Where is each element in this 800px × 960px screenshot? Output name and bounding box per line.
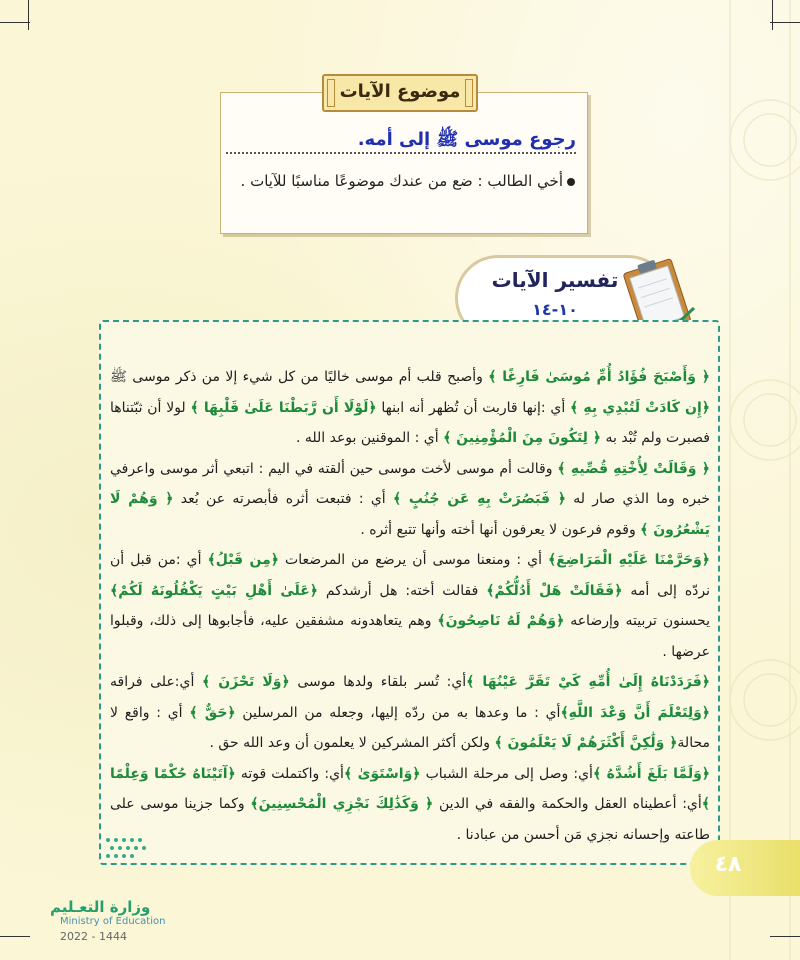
- explanation-text: فقالت أخته: هل أرشدكم: [318, 582, 487, 599]
- crop-mark: [772, 0, 773, 30]
- tafsir-paragraph: [110, 362, 710, 454]
- explanation-text: أي : واقع لا محالة: [110, 704, 710, 751]
- explanation-text: وقالت أم موسى لأخت موسى حين ألقته في اليم : اتبعي أثر موسى واعرفي خبره وما الذي صار له: [110, 460, 710, 507]
- explanation-text: وكما جزينا موسى على طاعته وإحسانه نجزي مَن أحسن من عبادنا .: [110, 796, 710, 843]
- quran-verse: ﴿وَلَمَّا بَلَغَ أَشُدَّهُ ﴾: [592, 765, 710, 782]
- topic-answer: رجوع موسى ﷺ إلى أمه.: [352, 130, 576, 150]
- quran-verse: ﴿ وَكَذَٰلِكَ نَجْزِي الْمُحْسِنِينَ﴾: [250, 796, 434, 812]
- explanation-text: وقوم فرعون لا يعرفون أنها أخته وأنها تتبع أثره .: [360, 521, 641, 538]
- topic-instruction: [230, 172, 575, 190]
- explanation-text: أي: واكتملت قوته: [235, 765, 344, 782]
- quran-verse: ﴿حَقٌّ ﴾: [189, 704, 236, 721]
- quran-verse: ﴿فَقَالَتْ هَلْ أَدُلُّكُمْ﴾: [486, 582, 623, 599]
- ornament-pattern: [710, 0, 800, 960]
- quran-verse: ﴿آتَيْنَاهُ حُكْمًا وَعِلْمًا ﴾: [110, 765, 710, 812]
- quran-verse: ﴿ وَقَالَتْ لِأُخْتِهِ قُصِّيهِ ﴾: [557, 460, 710, 477]
- topic-title: موضوع الآيات: [322, 74, 478, 112]
- quran-verse: ﴿وَهُمْ لَهُ نَاصِحُونَ﴾: [437, 613, 565, 629]
- topic-answer-line: [226, 130, 576, 154]
- crop-mark: [28, 0, 29, 30]
- tafsir-verse-range: ١٠-١٤: [532, 300, 578, 319]
- explanation-text: أي : ومنعنا موسى أن يرضع من المرضعات: [279, 552, 549, 568]
- tafsir-title: تفسير الآيات: [491, 268, 619, 292]
- topic-box: [220, 92, 588, 234]
- tafsir-content: [110, 362, 710, 862]
- explanation-text: لولا أن ثبّتناها فصبرت ولم تُبْد به: [110, 399, 710, 446]
- crop-mark: [770, 936, 800, 937]
- explanation-text: يحسنون تربيته وإرضاعه: [564, 613, 710, 629]
- bullet-icon: [567, 178, 575, 186]
- crop-mark: [0, 936, 30, 937]
- edition-year: 2022 - 1444: [60, 930, 127, 943]
- crop-mark: [770, 22, 800, 23]
- explanation-text: أي :إنها قاربت أن تُظهر أنه ابنها: [376, 399, 571, 416]
- tafsir-paragraph: [110, 454, 710, 546]
- quran-verse: ﴿ لِتَكُونَ مِنَ الْمُؤْمِنِينَ ﴾: [443, 430, 602, 446]
- quran-verse: ﴿عَلَىٰ أَهْلِ بَيْتٍ يَكْفُلُونَهُ لَكُمْ﴾: [110, 582, 319, 599]
- explanation-text: أي :من قبل أن نردّه إلى أمه: [110, 552, 711, 599]
- tafsir-paragraph: [110, 545, 710, 667]
- topic-instruction-text: أخي الطالب : ضع من عندك موضوعًا مناسبًا للآيات .: [240, 172, 563, 190]
- explanation-text: وهم يتعاهدونه مشفقين عليه، فأجابوها إلى ذلك، وقبلوا عرضها .: [110, 613, 710, 660]
- explanation-text: أي: تُسر بلقاء ولدها موسى: [289, 674, 467, 690]
- quran-verse: ﴿فَرَدَدْنَاهُ إِلَىٰ أُمِّهِ كَيْ تَقَرَّ عَيْنُهَا ﴾: [466, 674, 710, 690]
- quran-verse: ﴿وَلِتَعْلَمَ أَنَّ وَعْدَ اللَّهِ﴾: [560, 704, 710, 721]
- explanation-text: أي : ما وعدها به من ردّه إليها، وجعله من المرسلين: [235, 704, 561, 721]
- quran-verse: ﴿وَاسْتَوَىٰ ﴾: [343, 765, 421, 782]
- quran-verse: ﴿إِن كَادَتْ لَتُبْدِي بِهِ ﴾: [570, 399, 710, 416]
- explanation-text: أي:على فراقه: [110, 674, 203, 690]
- quran-verse: ﴿مِن قَبْلُ﴾: [207, 552, 280, 568]
- tafsir-paragraph: [110, 667, 710, 759]
- quran-verse: ﴿ وَأَصْبَحَ فُؤَادُ أُمِّ مُوسَىٰ فَارِغًا ﴾: [488, 369, 710, 385]
- explanation-text: أي: أعطيناه العقل والحكمة والفقه في الدين: [433, 796, 702, 812]
- quran-verse: ﴿وَلَا تَحْزَنَ ﴾: [202, 674, 290, 690]
- crop-mark: [0, 22, 30, 23]
- quran-verse: ﴿ وَهُمْ لَا يَشْعُرُونَ ﴾: [110, 491, 710, 538]
- ministry-name-en: Ministry of Education: [60, 916, 166, 927]
- quran-verse: ﴿ وَلَٰكِنَّ أَكْثَرَهُمْ لَا يَعْلَمُونَ ﴾: [494, 735, 678, 751]
- explanation-text: أي : الموقنين بوعد الله .: [295, 430, 444, 446]
- tafsir-paragraph: [110, 759, 710, 851]
- explanation-text: أي: وصل إلى مرحلة الشباب: [420, 765, 593, 782]
- dots-decoration: [100, 830, 170, 870]
- page-number: ٤٨: [714, 852, 742, 877]
- quran-verse: ﴿وَحَرَّمْنَا عَلَيْهِ الْمَرَاضِعَ﴾: [548, 552, 710, 568]
- explanation-text: أي : فتبعت أثره فأبصرته عن بُعد: [173, 491, 393, 507]
- explanation-text: ولكن أكثر المشركين لا يعلمون أن وعد الله حق .: [209, 735, 495, 751]
- ministry-name-ar: وزارة التعـليم: [50, 898, 151, 916]
- quran-verse: ﴿ فَبَصُرَتْ بِهِ عَن جُنُبٍ ﴾: [392, 491, 566, 507]
- quran-verse: ﴿لَوْلَا أَن رَّبَطْنَا عَلَىٰ قَلْبِهَا ﴾: [190, 399, 377, 416]
- explanation-text: وأصبح قلب أم موسى خاليًا من كل شيء إلا من ذكر موسى ﷺ: [110, 369, 489, 385]
